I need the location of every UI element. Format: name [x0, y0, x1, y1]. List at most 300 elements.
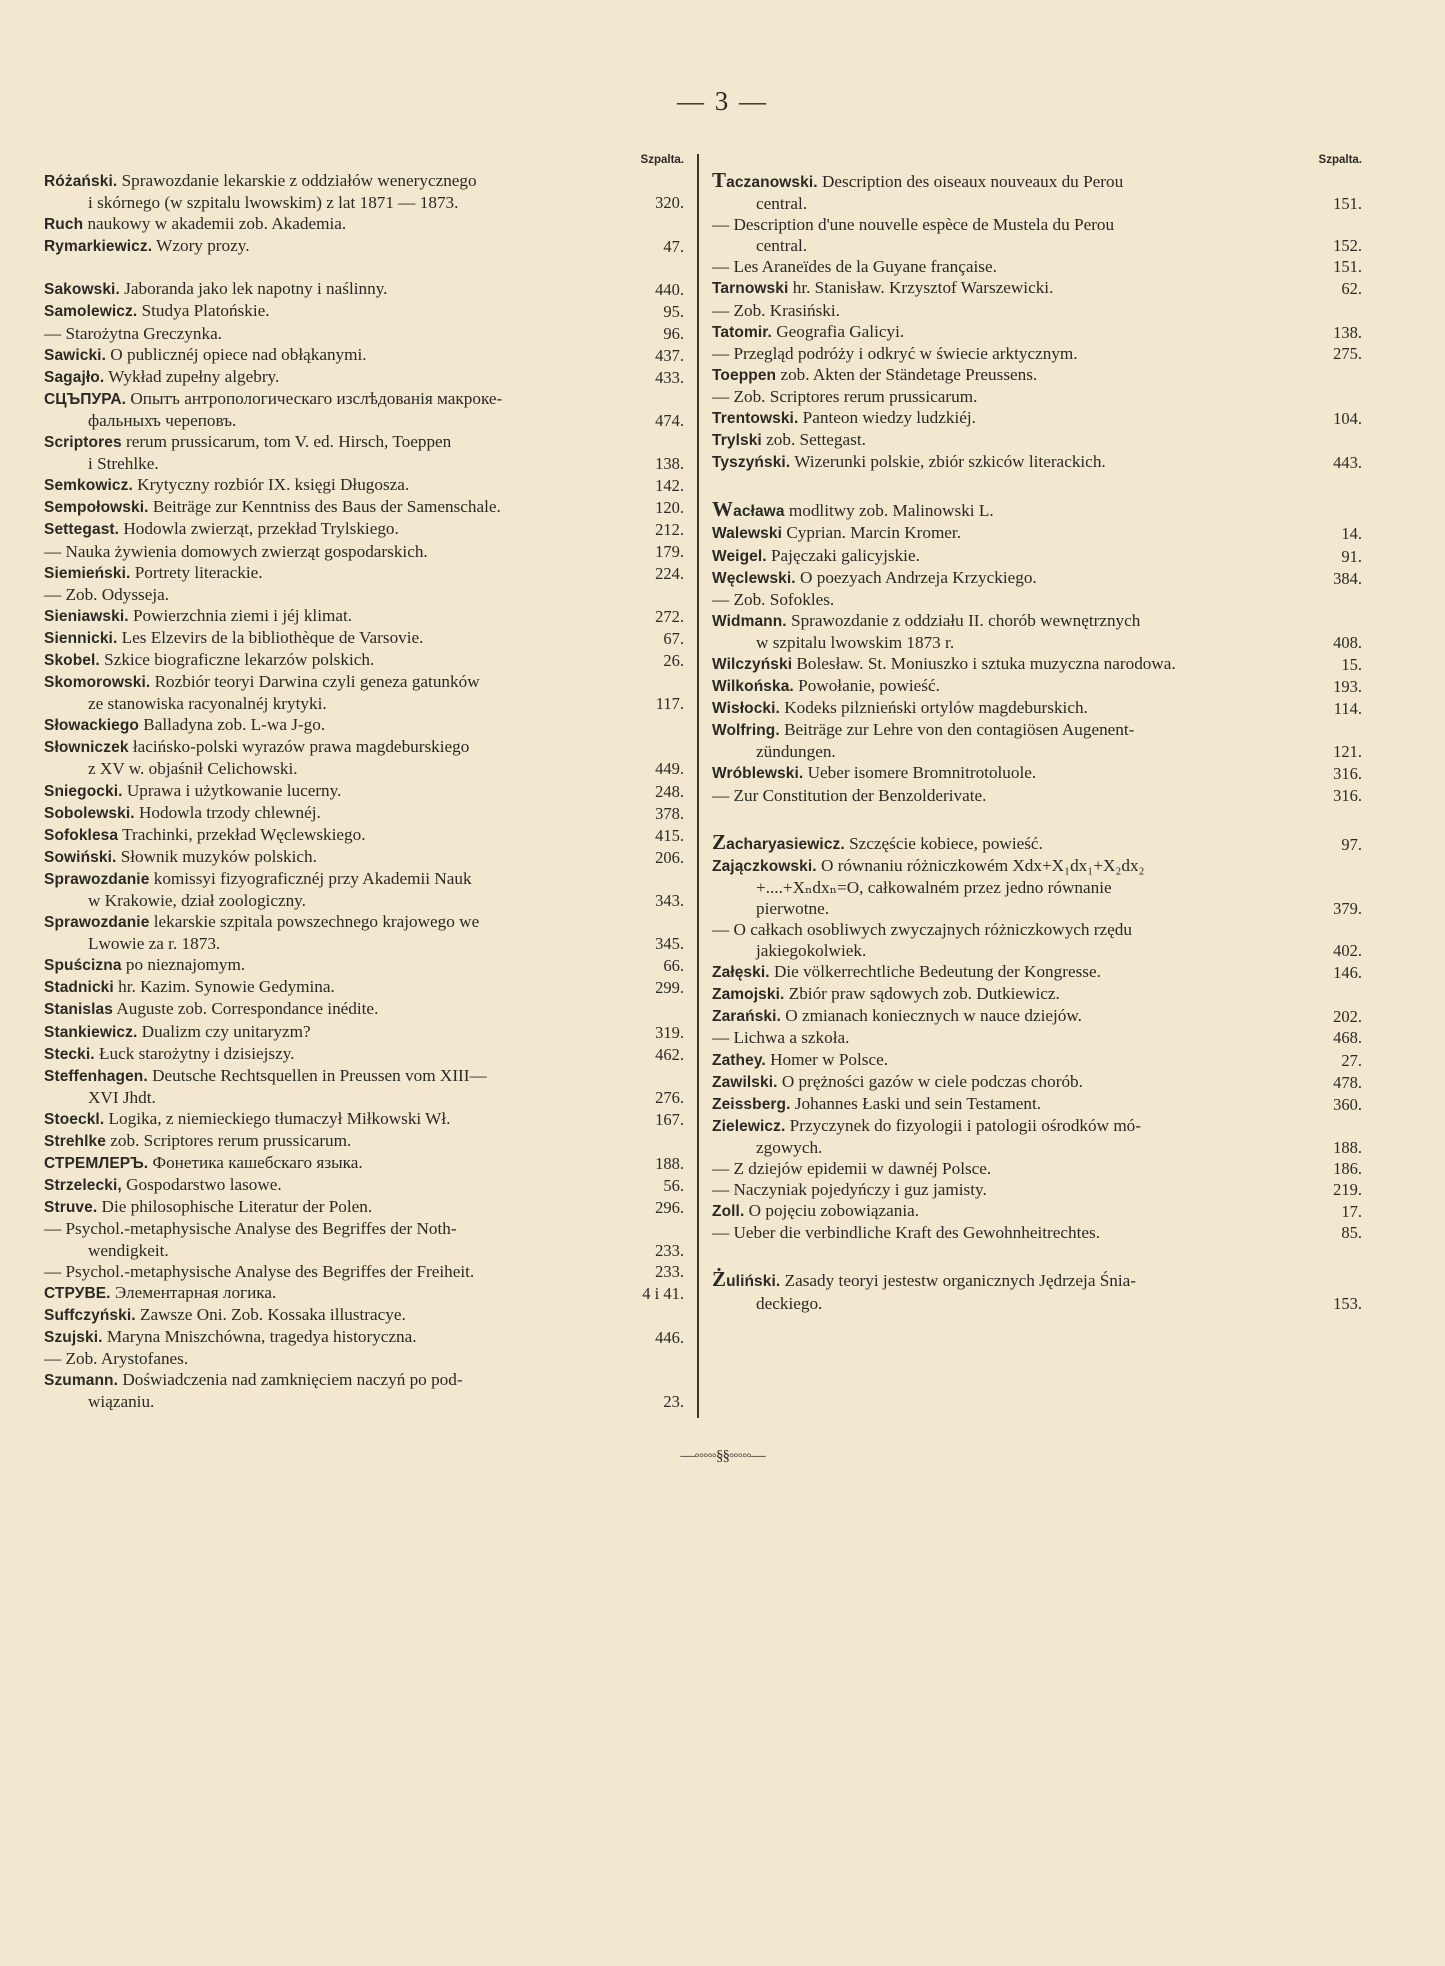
index-entry — [44, 300, 684, 322]
entry-text: Powołanie, powieść. — [798, 676, 940, 696]
column-number: 15. — [1341, 654, 1362, 674]
column-number: 146. — [1333, 963, 1362, 983]
entry-text: wendigkeit. — [88, 1240, 169, 1260]
ornament-divider: —◦◦◦◦◦§§◦◦◦◦◦— — [680, 1448, 765, 1464]
index-entry — [44, 714, 684, 736]
index-entry — [712, 675, 1362, 697]
entry-text: Z dziejów epidemii w dawnéj Polsce. — [733, 1159, 992, 1179]
column-number: 153. — [1333, 1293, 1362, 1313]
index-entry — [44, 323, 684, 344]
entry-text: Zur Constitution der Benzolderivate. — [733, 785, 987, 805]
entry-continuation-line — [44, 192, 684, 213]
entry-first-line — [712, 855, 1362, 877]
entry-heading: Zielewicz. — [712, 1117, 786, 1135]
entry-text: Sprawozdanie z oddziału II. chorób wewnętrznych — [791, 610, 1141, 630]
index-entry — [44, 562, 684, 584]
entry-text: Ueber isomere Bromnitrotoluole. — [807, 763, 1037, 783]
entry-heading: Tyszyński. — [712, 454, 791, 472]
entry-text: Sprawozdanie lekarskie z oddziałów wenerycznego — [121, 171, 477, 190]
column-number: 27. — [1341, 1050, 1362, 1070]
index-entry — [712, 545, 1362, 567]
index-entry — [712, 321, 1362, 343]
column-number: 186. — [1333, 1159, 1362, 1179]
entry-text: deckiego. — [756, 1293, 823, 1313]
index-entry — [44, 627, 684, 649]
entry-first-line — [44, 802, 684, 824]
entry-continuation-line — [44, 1240, 684, 1261]
entry-heading: aczanowski. — [726, 174, 818, 191]
column-number: 219. — [1333, 1180, 1362, 1200]
entry-text: Hodowla trzody chlewnéj. — [138, 802, 321, 822]
entry-continuation-line — [712, 898, 1362, 919]
column-number: 179. — [655, 541, 684, 561]
index-entry — [44, 1282, 684, 1304]
entry-text: Zasady teoryi jestestw organicznych Jędrzeja Śnia- — [784, 1271, 1137, 1291]
entry-text: Wzory prozy. — [156, 236, 250, 256]
entry-first-line — [712, 785, 1362, 806]
entry-heading: Trylski — [712, 432, 762, 450]
entry-first-line — [44, 323, 684, 344]
entry-text: O poezyach Andrzeja Krzyckiego. — [800, 567, 1037, 587]
index-entry — [44, 868, 684, 911]
entry-heading: Wróblewski. — [712, 765, 804, 783]
entry-first-line — [712, 522, 1362, 544]
entry-first-line — [44, 1304, 684, 1326]
entry-first-line — [44, 584, 684, 605]
index-entry — [712, 170, 1362, 214]
entry-text: Description des oiseaux nouveaux du Perou — [821, 172, 1124, 191]
column-header: Szpalta. — [1318, 154, 1362, 166]
entry-initial: T — [712, 168, 727, 192]
index-entry — [44, 1326, 684, 1348]
index-entry — [712, 1222, 1362, 1243]
index-entry — [44, 824, 684, 846]
entry-heading: Słowniczek — [44, 739, 129, 757]
entry-heading: Sawicki. — [44, 346, 106, 364]
entry-heading: Stadnicki — [44, 979, 114, 997]
entry-first-line — [44, 954, 684, 976]
entry-text: Krytyczny rozbiór IX. księgi Długosza. — [137, 475, 410, 495]
entry-text: central. — [756, 194, 808, 214]
entry-text: Szczęście kobiece, powieść. — [849, 833, 1043, 853]
column-number: 104. — [1333, 409, 1362, 429]
column-number: 316. — [1333, 764, 1362, 784]
column-number: 384. — [1333, 568, 1362, 588]
index-entry — [712, 1179, 1362, 1200]
entry-text: z XV w. objaśnił Celichowski. — [88, 759, 298, 779]
entry-heading: Załęski. — [712, 964, 770, 982]
entry-heading: Sprawozdanie — [44, 870, 150, 888]
entry-dash: — — [712, 215, 730, 235]
entry-first-line — [44, 911, 684, 933]
entry-dash: — — [44, 1348, 62, 1368]
index-entry — [44, 1348, 684, 1369]
entry-text: XVI Jhdt. — [88, 1087, 156, 1107]
entry-first-line — [44, 1065, 684, 1087]
entry-first-line — [44, 649, 684, 671]
entry-text: Homer w Polsce. — [770, 1049, 889, 1069]
index-entry — [44, 388, 684, 431]
index-entry — [44, 736, 684, 779]
entry-text: Przyczynek do fizyologii i patologii ośrodków mó- — [789, 1115, 1142, 1135]
entry-text: Фонетика кашебскаго языка. — [152, 1153, 363, 1173]
entry-text: Nauka żywienia domowych zwierząt gospodarskich. — [65, 541, 428, 561]
entry-first-line — [712, 499, 1362, 522]
column-number: 320. — [655, 193, 684, 213]
entry-text: O pojęciu zobowiązania. — [748, 1201, 920, 1221]
entry-dash: — — [712, 1159, 730, 1179]
column-number: 188. — [1333, 1137, 1362, 1157]
entry-continuation-line — [712, 235, 1362, 256]
entry-heading: Samolewicz. — [44, 303, 138, 321]
entry-text: Maryna Mniszchówna, tragedya historyczna. — [106, 1326, 417, 1346]
entry-heading: Siemieński. — [44, 564, 131, 582]
column-number: 152. — [1333, 236, 1362, 256]
entry-first-line — [712, 1027, 1362, 1048]
index-entry — [44, 976, 684, 998]
index-entry — [712, 1200, 1362, 1222]
entry-heading: Spuścizna — [44, 957, 122, 975]
index-entry — [712, 1071, 1362, 1093]
index-entry — [712, 214, 1362, 256]
column-header: Szpalta. — [640, 154, 684, 166]
entry-first-line — [712, 675, 1362, 697]
entry-first-line — [44, 431, 684, 453]
entry-first-line — [712, 321, 1362, 343]
entry-text: zündungen. — [756, 742, 836, 762]
index-entry — [44, 1152, 684, 1174]
entry-text: Zob. Sofokles. — [733, 589, 835, 609]
entry-heading: Sempołowski. — [44, 499, 149, 517]
entry-text: hr. Kazim. Synowie Gedymina. — [118, 977, 335, 997]
entry-text: Zob. Odysseja. — [65, 584, 170, 604]
entry-first-line — [44, 1326, 684, 1348]
entry-first-line — [712, 364, 1362, 386]
index-entry — [44, 780, 684, 802]
entry-text: O zmianach koniecznych w nauce dziejów. — [785, 1006, 1082, 1026]
entry-first-line — [44, 1174, 684, 1196]
entry-dash: — — [44, 584, 62, 604]
entry-first-line — [712, 277, 1362, 299]
entry-heading: Sprawozdanie — [44, 914, 150, 932]
index-entry — [712, 829, 1362, 855]
index-entry — [712, 762, 1362, 784]
entry-first-line — [712, 1222, 1362, 1243]
entry-dash: — — [44, 1219, 62, 1239]
entry-heading: Stanislas — [44, 1001, 113, 1019]
entry-text: Przegląd podróży i odkryć w świecie arktycznym. — [733, 343, 1078, 363]
entry-initial: Ż — [712, 1267, 727, 1292]
column-number: 66. — [663, 956, 684, 976]
index-entry — [44, 1043, 684, 1065]
entry-heading: Sniegocki. — [44, 782, 123, 800]
entry-first-line — [44, 541, 684, 562]
entry-continuation-line — [712, 1293, 1362, 1314]
entry-text: Trachinki, przekład Węclewskiego. — [122, 824, 366, 844]
column-number: 433. — [655, 367, 684, 387]
entry-first-line — [44, 496, 684, 518]
entry-continuation-line — [44, 1087, 684, 1108]
index-entry — [712, 567, 1362, 589]
entry-heading: acharyasiewicz. — [726, 835, 845, 853]
entry-first-line — [712, 300, 1362, 321]
entry-first-line — [712, 919, 1362, 940]
column-number: 299. — [655, 978, 684, 998]
index-entry — [44, 541, 684, 562]
entry-first-line — [44, 1196, 684, 1218]
entry-heading: Skobel. — [44, 651, 100, 669]
entry-heading: Zajączkowski. — [712, 857, 817, 875]
column-number: 23. — [663, 1392, 684, 1412]
entry-text: Pajęczaki galicyjskie. — [770, 545, 920, 565]
entry-text: Lichwa a szkoła. — [733, 1028, 850, 1048]
index-entry — [712, 364, 1362, 386]
index-entry — [712, 451, 1362, 473]
entry-text: Beiträge zur Lehre von den contagiösen Augenent- — [784, 720, 1135, 740]
column-number: 114. — [1333, 699, 1362, 719]
entry-heading: Strehlke — [44, 1133, 106, 1151]
index-entry — [712, 653, 1362, 675]
index-entry — [44, 649, 684, 671]
entry-text: Starożytna Greczynka. — [65, 323, 223, 343]
entry-text: zgowych. — [756, 1137, 823, 1157]
entry-heading: Sofoklesa — [44, 826, 119, 844]
entry-heading: Stoeckl. — [44, 1110, 105, 1128]
entry-first-line — [44, 474, 684, 496]
entry-heading: Toeppen — [712, 366, 777, 384]
column-number: 17. — [1341, 1202, 1362, 1222]
entry-first-line — [44, 1021, 684, 1043]
entry-text: Johannes Łaski und sein Testament. — [794, 1093, 1042, 1113]
entry-first-line — [44, 213, 684, 235]
entry-first-line — [712, 170, 1362, 193]
column-number: 462. — [655, 1044, 684, 1064]
entry-text: jakiegokolwiek. — [756, 941, 867, 961]
entry-text: Panteon wiedzy ludzkiéj. — [802, 408, 976, 428]
index-entry — [44, 1196, 684, 1218]
entry-heading: Tarnowski — [712, 280, 789, 298]
entry-heading: Zawilski. — [712, 1073, 778, 1091]
index-entry — [44, 605, 684, 627]
entry-first-line — [44, 388, 684, 410]
entry-first-line — [44, 1282, 684, 1304]
column-number: 233. — [655, 1240, 684, 1260]
entry-first-line — [712, 451, 1362, 473]
entry-heading: Wisłocki. — [712, 700, 780, 718]
index-entry — [44, 366, 684, 388]
column-number: 296. — [655, 1198, 684, 1218]
entry-text: ze stanowiska racyonalnéj krytyki. — [88, 694, 327, 714]
entry-continuation-line — [44, 890, 684, 911]
entry-first-line — [712, 1115, 1362, 1137]
entry-first-line — [712, 719, 1362, 741]
entry-heading: Zathey. — [712, 1051, 766, 1069]
entry-heading: Szumann. — [44, 1372, 119, 1390]
entry-text: O równaniu różniczkowém Xdx+X₁dx₁+X₂dx₂ — [820, 855, 1145, 875]
entry-text: lekarskie szpitala powszechnego krajowego we — [153, 912, 480, 932]
column-number: 121. — [1333, 742, 1362, 762]
entry-first-line — [44, 1152, 684, 1174]
entry-text: Die völkerrechtliche Bedeutung der Kongresse. — [773, 962, 1101, 982]
index-entry — [44, 1218, 684, 1260]
column-number: 188. — [655, 1154, 684, 1174]
entry-text: Zbiór praw sądowych zob. Dutkiewicz. — [788, 984, 1060, 1004]
entry-heading: Stankiewicz. — [44, 1023, 138, 1041]
column-number: 408. — [1333, 632, 1362, 652]
entry-first-line — [44, 1261, 684, 1282]
column-number: 474. — [655, 410, 684, 430]
entry-text: Logika, z niemieckiego tłumaczył Miłkowski Wł. — [108, 1108, 451, 1128]
index-entry — [44, 278, 684, 300]
entry-text: zob. Settegast. — [766, 430, 866, 450]
column-number: 96. — [663, 323, 684, 343]
index-entry — [712, 919, 1362, 961]
index-entry — [44, 213, 684, 235]
entry-text: Rozbiór teoryi Darwina czyli geneza gatunków — [154, 672, 480, 692]
entry-first-line — [712, 697, 1362, 719]
column-number: 47. — [663, 237, 684, 257]
entry-first-line — [712, 407, 1362, 429]
entry-text: Portrety literackie. — [134, 562, 263, 582]
entry-text: Balladyna zob. L-wa J-go. — [143, 715, 326, 735]
entry-heading: Sakowski. — [44, 281, 120, 299]
entry-first-line — [712, 1269, 1362, 1292]
entry-heading: Siennicki. — [44, 629, 118, 647]
column-number: 449. — [655, 759, 684, 779]
index-entry — [44, 1130, 684, 1152]
column-number: 212. — [655, 520, 684, 540]
index-entry — [44, 431, 684, 474]
index-entry — [712, 499, 1362, 522]
index-entry — [712, 785, 1362, 806]
entry-text: фальныхъ череповъ. — [88, 410, 237, 430]
column-number: 343. — [655, 891, 684, 910]
index-entry — [44, 1021, 684, 1043]
column-number: 415. — [655, 825, 684, 845]
entry-text: Les Elzevirs de la bibliothèque de Varsovie. — [121, 627, 424, 647]
entry-first-line — [44, 300, 684, 322]
entry-heading: Szujski. — [44, 1328, 103, 1346]
entry-continuation-line — [44, 933, 684, 954]
entry-text: łacińsko-polski wyrazów prawa magdeburskiego — [132, 737, 470, 757]
entry-text: zob. Akten der Ständetage Preussens. — [780, 364, 1038, 384]
entry-text: Lwowie za r. 1873. — [88, 934, 221, 954]
entry-first-line — [44, 344, 684, 366]
column-number: 379. — [1333, 898, 1362, 918]
column-number: 4 i 41. — [642, 1283, 684, 1303]
entry-text: Studya Platońskie. — [141, 301, 270, 321]
entry-heading: Trentowski. — [712, 410, 799, 428]
column-number: 26. — [663, 650, 684, 670]
entry-heading: Stecki. — [44, 1045, 95, 1063]
entry-text: Zob. Arystofanes. — [65, 1348, 189, 1368]
index-entry — [712, 1269, 1362, 1313]
entry-text: Wizerunki polskie, zbiór szkiców literackich. — [794, 452, 1106, 472]
entry-text: +....+Xₙdxₙ=O, całkowalném przez jedno równanie — [756, 877, 1112, 897]
entry-list — [712, 170, 1362, 1314]
entry-first-line — [712, 1093, 1362, 1115]
index-entry — [712, 1115, 1362, 1158]
index-entry — [712, 1158, 1362, 1179]
entry-first-line — [712, 1200, 1362, 1222]
index-entry — [44, 518, 684, 540]
column-number: 224. — [655, 563, 684, 583]
entry-continuation-line — [712, 632, 1362, 653]
entry-continuation-line — [712, 1137, 1362, 1158]
entry-text: Zob. Krasiński. — [733, 300, 840, 320]
entry-heading: СТРУВЕ. — [44, 1284, 111, 1302]
index-entry — [712, 256, 1362, 277]
section-gap — [44, 257, 684, 278]
column-number: 345. — [655, 934, 684, 954]
entry-text: hr. Stanisław. Krzysztof Warszewicki. — [792, 278, 1054, 298]
column-number: 272. — [655, 606, 684, 626]
entry-heading: Settegast. — [44, 521, 120, 539]
entry-first-line — [44, 235, 684, 257]
entry-first-line — [712, 653, 1362, 675]
index-entry — [712, 1027, 1362, 1048]
index-entry — [44, 1108, 684, 1130]
entry-text: Gospodarstwo lasowe. — [126, 1175, 282, 1195]
entry-text: Hodowla zwierząt, przekład Trylskiego. — [123, 519, 399, 539]
entry-dash: — — [44, 541, 62, 561]
entry-dash: — — [712, 1028, 730, 1048]
entry-dash: — — [712, 920, 730, 939]
entry-text: Deutsche Rechtsquellen in Preussen vom XIII— — [152, 1065, 487, 1085]
entry-first-line — [44, 976, 684, 998]
column-number: 62. — [1341, 279, 1362, 299]
entry-first-line — [44, 627, 684, 649]
column-number: 402. — [1333, 941, 1362, 961]
index-entry — [712, 522, 1362, 544]
column-number: 206. — [655, 847, 684, 867]
entry-first-line — [44, 366, 684, 388]
index-entry — [44, 1065, 684, 1108]
column-number: 14. — [1341, 524, 1362, 544]
index-entry — [712, 1049, 1362, 1071]
index-column-left — [44, 150, 684, 1412]
column-number: 378. — [655, 803, 684, 823]
column-number: 440. — [655, 280, 684, 300]
entry-text: Cyprian. Marcin Kromer. — [786, 523, 962, 543]
column-number: 248. — [655, 781, 684, 801]
entry-first-line — [712, 762, 1362, 784]
entry-text: po nieznajomym. — [125, 955, 246, 975]
column-number: 202. — [1333, 1007, 1362, 1027]
entry-first-line — [44, 278, 684, 300]
entry-first-line — [712, 1158, 1362, 1179]
column-number: 443. — [1333, 453, 1362, 473]
entry-first-line — [44, 1130, 684, 1152]
entry-continuation-line — [712, 877, 1362, 898]
entry-heading: Tatomir. — [712, 323, 772, 341]
entry-first-line — [712, 545, 1362, 567]
column-number: 120. — [655, 498, 684, 518]
entry-first-line — [44, 562, 684, 584]
entry-continuation-line — [44, 453, 684, 474]
index-entry — [44, 235, 684, 257]
entry-dash: — — [712, 785, 730, 805]
index-entry — [44, 1261, 684, 1282]
entry-text: Wykład zupełny algebry. — [108, 366, 280, 386]
column-number: 276. — [655, 1087, 684, 1107]
entry-dash: — — [712, 257, 730, 277]
entry-text: Psychol.-metaphysische Analyse des Begriffes der Noth- — [65, 1219, 457, 1239]
entry-first-line — [44, 1369, 684, 1391]
section-gap — [712, 1243, 1362, 1269]
index-entry — [712, 407, 1362, 429]
entry-first-line — [44, 780, 684, 802]
